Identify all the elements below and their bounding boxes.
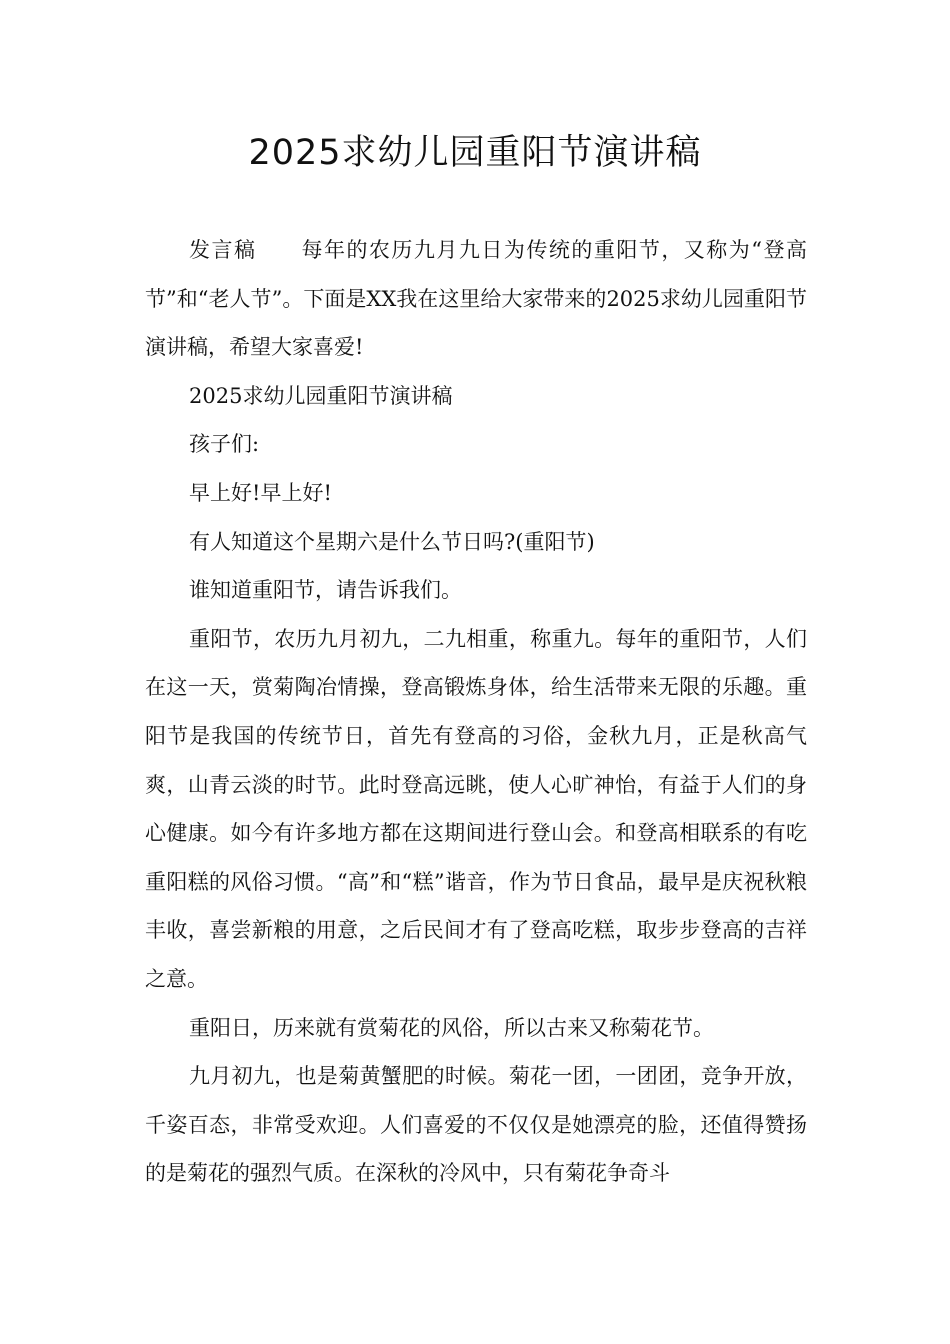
- paragraph-greeting-children: 孩子们:: [189, 432, 260, 457]
- document-title: 2025求幼儿园重阳节演讲稿: [248, 133, 702, 173]
- paragraph-chrysanthemum-custom: 重阳日，历来就有赏菊花的风俗，所以古来又称菊花节。: [189, 1015, 714, 1040]
- paragraph-double-ninth: 重阳节，农历九月初九，二九相重，称重九。每年的重阳节，人们在这一天，赏菊陶冶情操，登高锻炼身体，给生活带来无限的乐趣。重阳节是我国的传统节日，首先有登高的习俗，金秋九月，正是秋高气爽，山青云淡的时节。此时登高远眺，使人心旷神怡，有益于人们的身心健康。如今有许多地方都在这期间进行登山会。和登高相联系的有吃重阳糕的风俗习惯。“高”和“糕”谐音，作为节日食品，最早是庆祝秋粮丰收，喜尝新粮的用意，之后民间才有了登高吃糕，取步步登高的吉祥之意。: [145, 626, 807, 991]
- paragraph-question: 有人知道这个星期六是什么节日吗?(重阳节): [189, 529, 595, 554]
- paragraph-subtitle: 2025求幼儿园重阳节演讲稿: [189, 383, 453, 408]
- paragraph-good-morning: 早上好!早上好!: [189, 480, 332, 505]
- paragraph-who-knows: 谁知道重阳节，请告诉我们。: [189, 578, 462, 603]
- document-body: [145, 226, 807, 1198]
- paragraph-ninth-day: 九月初九，也是菊黄蟹肥的时候。菊花一团，一团团，竞争开放，千姿百态，非常受欢迎。人们喜爱的不仅仅是她漂亮的脸，还值得赞扬的是菊花的强烈气质。在深秋的冷风中，只有菊花争奇斗: [145, 1064, 807, 1186]
- paragraph-intro: 发言稿 每年的农历九月九日为传统的重阳节，又称为“登高节”和“老人节”。下面是XX我在这里给大家带来的2025求幼儿园重阳节演讲稿，希望大家喜爱!: [145, 238, 807, 360]
